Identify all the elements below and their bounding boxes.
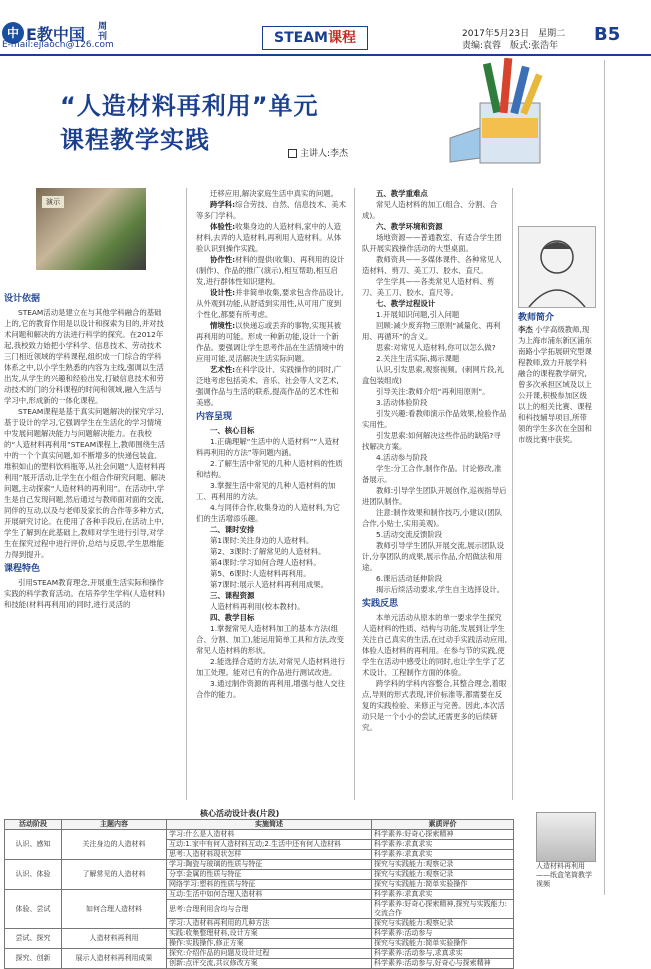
list-item: 4.活动参与阶段 — [376, 453, 428, 462]
list-item: 揭示后续活动要求,学生自主选择设计。 — [376, 585, 504, 594]
implementation-cell: 分享:金属的性质与特征 — [167, 870, 372, 880]
column-divider — [186, 188, 187, 800]
subheading: 一、核心目标 — [210, 426, 255, 435]
paragraph: STEAM活动是建立在与其他学科融合的基础上的,它的教育作用是以设计和探索为目的,并对技术问题和解决的方法进行科学的探究。在2012年起,我校致力始把小学科学、信息技术、劳动技术三门相近领域的学科课程,组织成一门综合的学科体系之中,以小学生熟悉的内容为主线,强调以生活出发,从学生的兴趣和经验出发,打破信息技术和劳动技术的门的分科课程的时间和领域,融入生活与学习中,形成新的一体化课程。 — [4, 308, 164, 405]
evaluation-cell: 探究与实践能力:观察记录 — [372, 870, 514, 880]
craft-pencil-illustration — [430, 58, 570, 168]
list-item: 第2、3课时:了解常见的人造材料。 — [210, 547, 326, 556]
feature-text: 以快递忘或丢弃的事物,实现其被再利用的可能。形成一种新功能,设计一个新作品。要强调让学生思考作品在生活情境中的应用可能,灵活解决生活实际问题。 — [196, 321, 344, 363]
implementation-cell: 学习:人造材料再利用的几种方法 — [167, 919, 372, 929]
article-host — [288, 146, 348, 159]
video-thumbnail — [536, 812, 596, 862]
topic-cell: 展示人造材料再利用成果 — [62, 949, 167, 969]
implementation-cell: 互动:1.家中有何人造材料互动;2.生活中还有何人造材料 — [167, 840, 372, 850]
evaluation-cell: 科学素养:求真求实 — [372, 890, 514, 900]
subheading: 四、教学目标 — [210, 613, 255, 622]
list-item: 1.掌握常见人造材料加工的基本方法(组合、分割、加工),能运用简单工具和方法,改变常见人造材料的形状。 — [196, 624, 345, 655]
staff-credits: 责编:袁蓉 版式:张浩年 — [462, 41, 559, 51]
column-process — [362, 188, 508, 840]
evaluation-cell: 科学素养:求真求实 — [372, 850, 514, 860]
list-item: 2.能选择合适的方法,对常见人造材料进行加工处理。能对已有的作品进行测试改进。 — [196, 657, 346, 677]
issue-date: 2017年5月23日 星期二 — [462, 29, 566, 39]
feature-item — [196, 287, 346, 320]
heading-design-basis: 设计依据 — [4, 294, 41, 304]
list-item: 第5、6课时:人造材料再利用。 — [210, 569, 311, 578]
table-row — [5, 830, 514, 840]
logo-name: E教中国 — [26, 25, 85, 44]
stage-cell: 认识、体验 — [5, 860, 62, 890]
evaluation-cell: 科学素养:活动参与 — [372, 929, 514, 939]
column-divider — [354, 188, 355, 800]
heading-content: 内容呈现 — [196, 412, 233, 422]
feature-text: 在科学设计、实践操作的同时,广泛地考虑包括美术、音乐、社会等人文艺术,强调作品与生活的联系,提高作品的艺术性和美感。 — [196, 365, 341, 407]
feature-label: 协作性: — [210, 255, 236, 264]
list-item: 5.活动交流反馈阶段 — [376, 530, 443, 539]
implementation-cell: 学习:什么是人造材料 — [167, 830, 372, 840]
evaluation-cell: 科学素养:活动参与,好奇心与探索精神 — [372, 959, 514, 969]
list-item: 常见人造材料的加工(组合、分割、合成)。 — [362, 200, 498, 220]
evaluation-cell: 科学素养:好奇心探索精神,探究与实践能力:交流合作 — [372, 900, 514, 919]
stage-cell: 尝试、探究 — [5, 929, 62, 949]
photo-caption: 演示 — [42, 196, 64, 208]
stage-cell: 认识、感知 — [5, 830, 62, 860]
host-box-icon — [288, 149, 297, 158]
list-item: 学生:分工合作,制作作品。讨论修改,准备展示。 — [362, 464, 502, 484]
masthead-email: E-mail:ejiaocn@126.com — [2, 40, 114, 50]
paragraph: 本单元活动从原本的单一要求学生探究人造材料的性质、结构与功能,发展到让学生关注自己真实的生活,在过动手实践活动应用,体验人造材料的再利用。在参与节的实践,使学生在活动中感受让的同时,也让学生学了艺术设计、工程制作方面的体验。 — [362, 613, 508, 677]
paragraph: 跨学科的学科内容整合,其整合理念,着眼点,导则的形式表现,评价标准等,都需要在反复的实践检验、来修正与完善。因此,本次活动只是一个小小的尝试,还需更多的后续研究。 — [362, 679, 507, 732]
heading-reflection: 实践反思 — [362, 599, 399, 609]
feature-label: 情境性: — [210, 321, 236, 330]
section-tag-main: STEAM — [274, 30, 328, 46]
feature-text: 并非简单收集,要求包含作品设计,从外观到功能,从舒适到实用性,从可用广度到个性化,都要有所考虑。 — [196, 288, 344, 319]
list-item: 第1课时:关注身边的人造材料。 — [210, 536, 314, 545]
implementation-cell: 操作:实践操作,修正方案 — [167, 939, 372, 949]
list-item: 引发兴趣:看教师演示作品效果,检验作品实用性。 — [362, 409, 507, 429]
list-item: 教师:引导学生团队开展创作,巡视指导后进团队制作。 — [362, 486, 507, 506]
host-text: 主讲人:李杰 — [300, 149, 349, 159]
teacher-name: 李杰 — [518, 325, 533, 334]
evaluation-cell: 探究与实践能力:简单实验操作 — [372, 939, 514, 949]
evaluation-cell: 科学素养:活动参与,求真求实 — [372, 949, 514, 959]
table-row — [5, 949, 514, 959]
list-item: 教师引导学生团队开展交流,展示团队设计,分享团队的成果,展示作品,介绍做法和用途。 — [362, 541, 504, 572]
feature-item — [196, 199, 346, 221]
heading-course-features: 课程特色 — [4, 564, 41, 574]
subheading: 三、课程资源 — [210, 591, 255, 600]
topic-cell: 关注身边的人造材料 — [62, 830, 167, 860]
feature-text: 综合劳技、自然、信息技术、美术等多门学科。 — [196, 200, 346, 220]
implementation-cell: 思考:合理利用含均与合理 — [167, 900, 372, 919]
section-tag-sub: 课程 — [327, 30, 356, 46]
feature-label: 艺术性: — [210, 365, 236, 374]
feature-item — [196, 221, 346, 254]
list-item: 回顾:减少废弃物三原则“减量化、再利用、再循环”的含义。 — [362, 321, 501, 341]
list-item: 2.关注生活实际,揭示课题 — [376, 354, 460, 363]
implementation-cell: 创新:点评交流,共议修改方案 — [167, 959, 372, 969]
portrait-sketch-icon — [519, 227, 595, 307]
evaluation-cell: 探究与实践能力:简单实验操作 — [372, 880, 514, 890]
topic-cell: 如何合理人造材料 — [62, 890, 167, 929]
list-item: 3.掌握生活中常见的几种人造材料的加工、再利用的方法。 — [196, 481, 336, 501]
list-item: 思索:对常见人造材料,你可以怎么做? — [376, 343, 496, 352]
column-features-content — [196, 188, 346, 840]
teacher-bio — [518, 324, 594, 464]
implementation-cell: 网络学习:塑料的性质与特征 — [167, 880, 372, 890]
page-number: B5 — [594, 24, 621, 45]
subheading: 二、课时安排 — [210, 525, 255, 534]
table-header: 活动阶段 — [5, 820, 62, 830]
list-item: 引发思索:如何解决这些作品的缺陷?寻找解决方案。 — [362, 431, 501, 451]
feature-item — [196, 364, 346, 408]
list-item: 场地资源——普通教室、有适合学生团队开展实践操作活动的大型桌面。 — [362, 233, 502, 253]
list-item: 3.通过制作资源的再利用,增强与他人交往合作的能力。 — [196, 679, 346, 699]
list-item: 1.开展知识问题,引入问题 — [376, 310, 460, 319]
list-item: 教师资具——多媒体课件、各种常见人造材料、剪刀、美工刀、胶水、直尺。 — [362, 255, 502, 275]
feature-label: 设计性: — [210, 288, 236, 297]
sidebar-heading: 教师简介 — [518, 313, 555, 323]
list-item: 1.正确理解“生活中的人造材料”“人造材料再利用的方法”等问题内涵。 — [196, 437, 340, 457]
list-item: 注意:制作效果和制作技巧,小建议(团队合作,小贴士,实用美观)。 — [362, 508, 502, 528]
table-header: 主题内容 — [62, 820, 167, 830]
table-row — [5, 929, 514, 939]
table-header: 素质评价 — [372, 820, 514, 830]
teacher-bio-text: 小学高级教师,现为上海市浦东新区浦东南路小学拓展研究型课程教师,致力开展学科融合的课程教学研究,曾多次承担区域及以上公开课,积极参加区级以上的相关比赛、课程和科技辅导项目,所带领的学生多次在全国和市级比赛中获奖。 — [518, 325, 592, 444]
list-item: 2.了解生活中常见的几种人造材料的性质和结构。 — [196, 459, 343, 479]
paragraph: 迁移应用,解决家庭生活中真实的问题。 — [210, 189, 338, 198]
list-item: 学生学具——各类常见人造材料、剪刀、美工刀、胶水、直尺等。 — [362, 277, 495, 297]
video-caption: 人造材料再利用——纸盒笔筒教学视频 — [536, 862, 592, 888]
table-row — [5, 860, 514, 870]
masthead-rule — [0, 54, 651, 56]
table-header-row — [5, 820, 514, 830]
article-title-line1: “人造材料再利用”单元 — [60, 92, 319, 120]
implementation-cell: 实践:收集整理材料,设计方案 — [167, 929, 372, 939]
evaluation-cell: 科学素养:好奇心探索精神 — [372, 830, 514, 840]
implementation-cell: 学习:陶瓷与玻璃的性质与特征 — [167, 860, 372, 870]
list-item: 认识,引发思索,观察视频。(刺网片段,礼盒包装组成) — [362, 365, 505, 385]
table-title: 核心活动设计表(片段) — [200, 809, 280, 818]
list-item: 第4课时:学习如何合理人造材料。 — [210, 558, 321, 567]
list-item: 人造材料再利用(校本教材)。 — [210, 602, 305, 611]
list-item: 3.活动体验阶段 — [376, 398, 428, 407]
feature-item — [196, 320, 346, 364]
article-title-line2: 课程教学实践 — [60, 126, 210, 154]
implementation-cell: 思考:人造材料现状怎样 — [167, 850, 372, 860]
evaluation-cell: 探究与实践能力:观察记录 — [372, 919, 514, 929]
feature-label: 体验性: — [210, 222, 236, 231]
table-header: 实施简述 — [167, 820, 372, 830]
section-tag — [262, 26, 368, 50]
paragraph: STEAM课程是基于真实问题解决的探究学习,基于设计的学习,它强调学生在生活化的学习情境中发展问题解决能力与问题解决能力。在我校的“人造材料再利用”STEAM课程上,教师围绕生活中的一个个真实问题,如不断增多的快递包装盒、堆积如山的塑料饮料瓶等,从社会问题“人造材料再利用”展开活动,让学生在小组合作研究问题、解决问题,主动探索“人造材料的再利用”。在活动中,学生是自己发现问题,然后通过与教师面对面的交流,同伴的互动,以及与老师及家长的合作等多种方式,开展研究讨论。在使用了各种手段后,在活动上中,学生了解到在此基础上,教师对学生进行引导,对学生在探究过程中进行评价,总结与反思,学生思维能力得到提升。 — [4, 407, 166, 559]
paragraph: 引用STEAM教育理念,开展重生活实际和操作实践的科学教育活动。在培养学生学科(人造材料)和技能(材料再利用)的同时,进行灵活的 — [4, 578, 165, 609]
list-item: 引导关注:教师介绍“再利用原则”。 — [376, 387, 490, 396]
implementation-cell: 探究:介绍作品的问题及设计过程 — [167, 949, 372, 959]
logo-zhou: 周刊 — [98, 22, 108, 42]
column-design-basis — [4, 290, 168, 840]
implementation-cell: 互动:生活中如何合理人造材料 — [167, 890, 372, 900]
stage-cell: 体验、尝试 — [5, 890, 62, 929]
feature-label: 跨学科: — [210, 200, 236, 209]
subheading: 六、教学环境和资源 — [376, 222, 443, 231]
evaluation-cell: 科学素养:求真求实 — [372, 840, 514, 850]
teacher-portrait — [518, 226, 596, 308]
evaluation-cell: 探究与实践能力:观察记录 — [372, 860, 514, 870]
subheading: 五、教学重难点 — [376, 189, 428, 198]
feature-item — [196, 254, 346, 287]
column-divider — [512, 188, 513, 800]
classroom-photo — [36, 188, 146, 270]
activity-design-table — [4, 819, 514, 969]
topic-cell: 了解常见的人造材料 — [62, 860, 167, 890]
list-item: 6.课后活动延伸阶段 — [376, 574, 443, 583]
list-item: 第7课时:展示人造材料再利用成果。 — [210, 580, 329, 589]
feature-text: 收集身边的人造材料,家中的人造材料,去弄的人造材料,再利用人造材料。从体验认识到操作实践。 — [196, 222, 342, 253]
topic-cell: 人造材料再利用 — [62, 929, 167, 949]
page-right-rule — [604, 60, 605, 895]
subheading: 七、教学过程设计 — [376, 299, 436, 308]
logo-badge: 中 — [2, 22, 24, 44]
list-item: 4.与同伴合作,收集身边的人造材料,为它们的生活增添乐趣。 — [196, 503, 341, 523]
stage-cell: 探究、创新 — [5, 949, 62, 969]
feature-text: 材料的提供(收集)、再利用的设计(制作)、作品的推广(演示),相互帮助,相互启发,进行群体性知识建构。 — [196, 255, 345, 286]
